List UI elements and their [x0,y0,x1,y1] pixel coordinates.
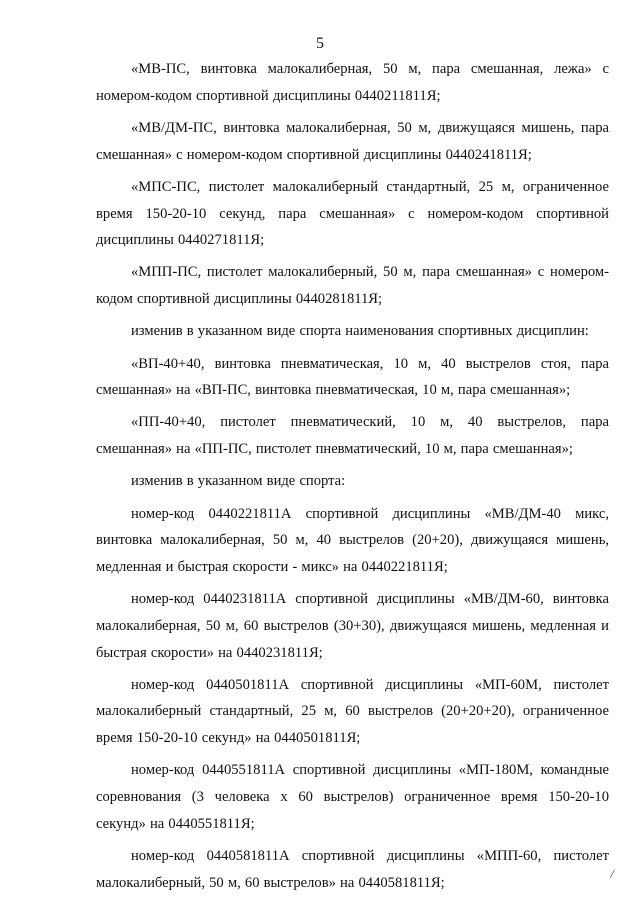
paragraph-mv-dm-ps: «МВ/ДМ-ПС, винтовка малокалиберная, 50 м, движущаяся мишень, пара смешанная» с номером-кодом спортивной дисциплины 0440241811Я; [96,119,609,163]
paragraph-vp-rename: «ВП-40+40, винтовка пневматическая, 10 м, 40 выстрелов стоя, пара смешанная» на «ВП-ПС, винтовка пневматическая, 10 м, пара смешанная»; [96,355,609,399]
document-body [96,56,609,902]
paragraph-mps-ps: «МПС-ПС, пистолет малокалиберный стандартный, 25 м, ограниченное время 150-20-10 секунд, пара смешанная» с номером-кодом спортивной дисциплины 0440271811Я; [96,178,609,249]
paragraph-code-0440501811: номер-код 0440501811А спортивной дисциплины «МП-60М, пистолет малокалиберный стандартный, 25 м, 60 выстрелов (20+20+20), ограниченное время 150-20-10 секунд» на 0440501811Я; [96,676,609,747]
paragraph-code-0440221811: номер-код 0440221811А спортивной дисциплины «МВ/ДМ-40 микс, винтовка малокалиберная, 50 м, 40 выстрелов (20+20), движущаяся мишень, медленная и быстрая скорости - микс» на 0440221811Я; [96,505,609,575]
paragraph-pp-rename: «ПП-40+40, пистолет пневматический, 10 м, 40 выстрелов, пара смешанная» на «ПП-ПС, пистолет пневматический, 10 м, пара смешанная»; [96,414,609,458]
paragraph-change-intro: изменив в указанном виде спорта: [131,473,346,490]
paragraph-rename-intro: изменив в указанном виде спорта наименования спортивных дисциплин: [131,323,589,340]
page-number: 5 [316,35,324,52]
paragraph-mv-ps: «МВ-ПС, винтовка малокалиберная, 50 м, пара смешанная, лежа» с номером-кодом спортивной дисциплины 0440211811Я; [96,61,609,104]
paragraph-code-0440231811: номер-код 0440231811А спортивной дисциплины «МВ/ДМ-60, винтовка малокалиберная, 50 м, 60 выстрелов (30+30), движущаяся мишень, медленная и быстрая скорости» на 0440231811Я; [96,591,609,661]
paragraph-code-0440551811: номер-код 0440551811А спортивной дисциплины «МП-180М, командные соревнования (3 человека х 60 выстрелов) ограниченное время 150-20-10 секунд» на 0440551811Я; [96,762,609,832]
margin-mark: / [610,866,614,881]
paragraph-mpp-ps: «МПП-ПС, пистолет малокалиберный, 50 м, пара смешанная» с номером-кодом спортивной дисциплины 0440281811Я; [96,264,609,308]
paragraph-code-0440581811: номер-код 0440581811А спортивной дисциплины «МПП-60, пистолет малокалиберный, 50 м, 60 выстрелов» на 0440581811Я; [96,847,609,891]
